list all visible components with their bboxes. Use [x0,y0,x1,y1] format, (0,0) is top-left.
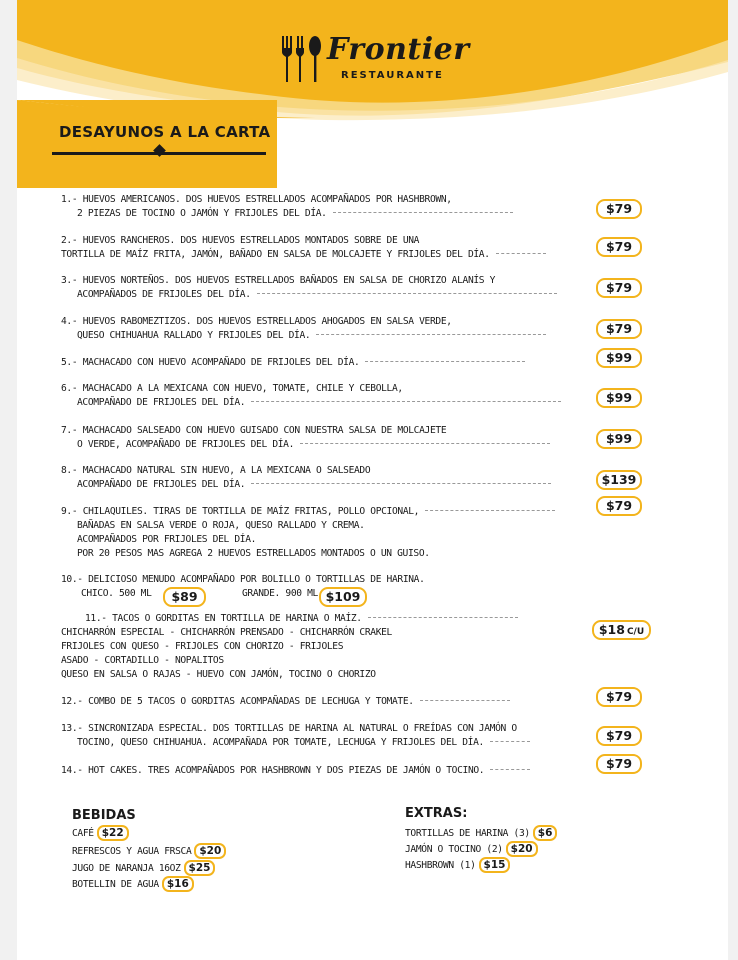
menu-item-10 [61,573,601,587]
menu-item-11 [61,612,601,682]
price-badge: $79 [596,754,642,774]
item-line: 14.- HOT CAKES. TRES ACOMPAÑADOS POR HASHBROWN Y DOS PIEZAS DE JAMÓN O TOCINO. [61,764,601,778]
price-badge: $99 [596,429,642,449]
price-badge: $22 [97,825,129,841]
menu-item-13 [61,722,601,750]
menu-item-9 [61,505,601,561]
item-line: FRIJOLES CON QUESO - FRIJOLES CON CHORIZO - FRIJOLES [61,641,344,652]
section-title: DESAYUNOS A LA CARTA [59,123,271,141]
price-badge-chico: $89 [163,587,206,607]
price-badge: $99 [596,348,642,368]
item-line: 13.- SINCRONIZADA ESPECIAL. DOS TORTILLAS DE HARINA AL NATURAL O FREÍDAS CON JAMÓN O [61,723,517,734]
item-line: ASADO - CORTADILLO - NOPALITOS [61,655,224,666]
item-line: 3.- HUEVOS NORTEÑOS. DOS HUEVOS ESTRELLADOS BAÑADOS EN SALSA DE CHORIZO ALANÍS Y [61,275,496,286]
menu-item-3 [61,274,601,302]
menu-item-6 [61,382,601,410]
item-line: 10.- DELICIOSO MENUDO ACOMPAÑADO POR BOLILLO O TORTILLAS DE HARINA. [61,574,425,585]
menu-item-14 [61,764,601,778]
price-badge: $99 [596,388,642,408]
item-line: 4.- HUEVOS RABOMEZTIZOS. DOS HUEVOS ESTRELLADOS AHOGADOS EN SALSA VERDE, [61,316,452,327]
price-badge: $79 [596,237,642,257]
price-badge: $79 [596,278,642,298]
item-line: O VERDE, ACOMPAÑADO DE FRIJOLES DEL DÍA. [61,438,601,452]
menu-item-7 [61,424,601,452]
price-badge: $79 [596,687,642,707]
item-line: 9.- CHILAQUILES. TIRAS DE TORTILLA DE MAÍZ FRITAS, POLLO OPCIONAL, [61,505,601,519]
item-line: ACOMPAÑADO DE FRIJOLES DEL DÍA. [61,478,601,492]
header-banner [17,0,728,200]
bebida-row: REFRESCOS Y AGUA FRSCA $20 [72,843,226,859]
item-line: ACOMPAÑADOS POR FRIJOLES DEL DÍA. [77,534,257,545]
brand-name: Frontier [327,32,470,67]
item-line: POR 20 PESOS MAS AGREGA 2 HUEVOS ESTRELLADOS MONTADOS O UN GUISO. [77,548,430,559]
item-line: ACOMPAÑADO DE FRIJOLES DEL DÍA. [61,396,601,410]
menu-item-12 [61,695,601,709]
price-badge: $25 [184,860,216,876]
menu-item-1 [61,193,601,221]
menu-item-2 [61,234,601,262]
price-badge: $20 [194,843,226,859]
fork-spoon-icon [279,34,325,84]
price-badge: $15 [479,857,511,873]
price-badge: $79 [596,319,642,339]
extra-row: TORTILLAS DE HARINA (3) $6 [405,825,557,841]
brand-subtitle: RESTAURANTE [341,70,444,81]
price-badge: $139 [596,470,642,490]
item-line: 12.- COMBO DE 5 TACOS O GORDITAS ACOMPAÑADAS DE LECHUGA Y TOMATE. [61,695,601,709]
menu-page [17,0,728,960]
extras-title: EXTRAS: [405,806,468,821]
bebidas-title: BEBIDAS [72,808,136,823]
price-badge: $79 [596,199,642,219]
item-line: QUESO EN SALSA O RAJAS - HUEVO CON JAMÓN, TOCINO O CHORIZO [61,669,376,680]
menudo-grande-label: GRANDE. 900 ML [242,588,318,599]
price-badge: $16 [162,876,194,892]
item-line: 6.- MACHACADO A LA MEXICANA CON HUEVO, TOMATE, CHILE Y CEBOLLA, [61,383,403,394]
menu-item-5 [61,356,601,370]
item-line: CHICHARRÓN ESPECIAL - CHICHARRÓN PRENSADO - CHICHARRÓN CRAKEL [61,627,392,638]
item-line: 2 PIEZAS DE TOCINO O JAMÓN Y FRIJOLES DEL DÍA. [61,207,601,221]
extra-row: HASHBROWN (1) $15 [405,857,510,873]
item-line: QUESO CHIHUAHUA RALLADO Y FRIJOLES DEL DÍA. [61,329,601,343]
item-line: 5.- MACHACADO CON HUEVO ACOMPAÑADO DE FRIJOLES DEL DÍA. [61,356,601,370]
price-badge: $18 C/U [592,620,651,640]
extra-row: JAMÓN O TOCINO (2) $20 [405,841,538,857]
menu-item-4 [61,315,601,343]
price-badge: $79 [596,726,642,746]
price-badge-grande: $109 [319,587,367,607]
bebida-row: JUGO DE NARANJA 16OZ $25 [72,860,215,876]
menudo-chico-label: CHICO. 500 ML [81,588,152,599]
item-line: BAÑADAS EN SALSA VERDE O ROJA, QUESO RALLADO Y CREMA. [77,520,365,531]
price-badge: $6 [533,825,558,841]
item-line: 11.- TACOS O GORDITAS EN TORTILLA DE HARINA O MAÍZ. [61,612,601,626]
menu-item-8 [61,464,601,492]
price-badge: $79 [596,496,642,516]
item-line: 2.- HUEVOS RANCHEROS. DOS HUEVOS ESTRELLADOS MONTADOS SOBRE DE UNA [61,235,420,246]
item-line: TORTILLA DE MAÍZ FRITA, JAMÓN, BAÑADO EN SALSA DE MOLCAJETE Y FRIJOLES DEL DÍA. [61,248,601,262]
item-line: 8.- MACHACADO NATURAL SIN HUEVO, A LA MEXICANA O SALSEADO [61,465,371,476]
bebida-row: BOTELLIN DE AGUA $16 [72,876,194,892]
item-line: 1.- HUEVOS AMERICANOS. DOS HUEVOS ESTRELLADOS ACOMPAÑADOS POR HASHBROWN, [61,194,452,205]
item-line: 7.- MACHACADO SALSEADO CON HUEVO GUISADO CON NUESTRA SALSA DE MOLCAJETE [61,425,447,436]
item-line: TOCINO, QUESO CHIHUAHUA. ACOMPAÑADA POR TOMATE, LECHUGA Y FRIJOLES DEL DÍA. [61,736,601,750]
bebida-row: CAFÉ $22 [72,825,129,841]
item-line: ACOMPAÑADOS DE FRIJOLES DEL DÍA. [61,288,601,302]
price-badge: $20 [506,841,538,857]
